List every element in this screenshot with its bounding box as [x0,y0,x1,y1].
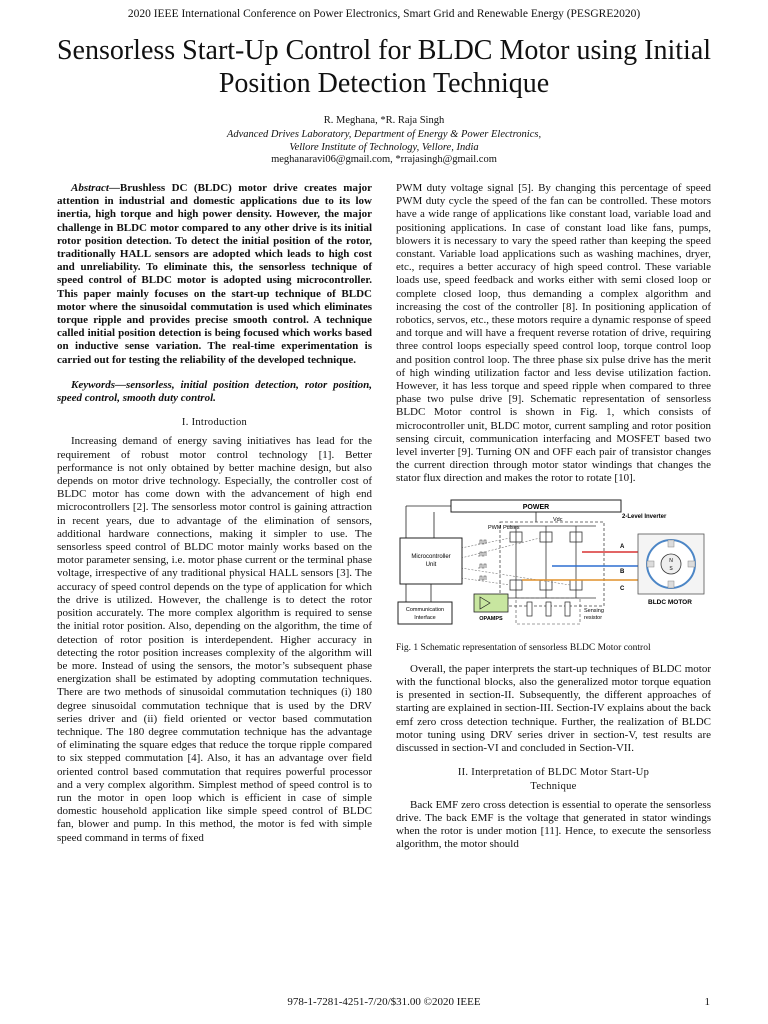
section-2-heading [396,766,711,792]
conference-header: 2020 IEEE International Conference on Power Electronics, Smart Grid and Renewable Energy (PESGRE2020) [127,8,641,20]
page-number: 1 [704,996,710,1008]
authors: R. Meghana, *R. Raja Singh [323,115,445,126]
comm-label-2: Interface [414,614,436,621]
microcontroller-box [400,538,462,584]
mcu-label-2: Unit [425,561,437,568]
paper-title: Sensorless Start-Up Control for BLDC Motor using Initial Position Detection Technique [56,35,712,99]
inverter-label-1: 2-Level Inverter [622,513,667,520]
affiliation-line-1: Advanced Drives Laboratory, Department of Energy & Power Electronics, [226,129,542,140]
abstract-text: —Brushless DC (BLDC) motor drive creates major attention in industrial and domestic applications due to its low inertia, high torque and high power density. However, the major challenge in BLDC motor compared to any other drive is its initial rotor position detection. To detect the initial position of the rotor, traditionally HALL sensors are adopted which leads to high cost and unreliability. To eliminate this, the sensorless technique of speed control of BLDC motor is adopted using microcontroller. This paper mainly focuses on the start-up technique of BLDC motor where the sinusoidal commutation is used which eliminates torque ripple and provides precise smooth control. A technique called initial position detection is being focused which works based on inductive sense variation. The real-time experimentation is carried out for testing the reliability of the developed technique. [57,182,372,366]
right-column [396,182,711,852]
section-1-heading: I. Introduction [181,417,248,429]
footer-copyright: 978-1-7281-4251-7/20/$31.00 ©2020 IEEE [287,996,481,1008]
author-emails: meghanaravi06@gmail.com, *rrajasingh@gmail.com [271,154,497,165]
opamps-label: OPAMPS [479,615,503,622]
pwm-label: PWM Pulses [488,524,520,531]
right-paragraph-2: Overall, the paper interprets the start-up techniques of BLDC motor with the functional blocks, also the generalized motor torque equation is presented in section-II. Subsequently, the different approaches of starting are explained in section-III. Section-IV explains about the back emf zero cross detection technique. Further, the realization of BLDC motor tuning using DRV series driver in section-V, test results are discussed in section-VI and concluded in Section-VII. [396,662,711,755]
power-label: POWER [522,503,550,511]
left-column [57,182,372,845]
mosfet-switches [506,526,596,598]
section-1-body: Increasing demand of energy saving initiatives has lead for the requirement of robust motor control technology [1]. Better performance is not only obtained by better machine design, but also depends on motor drive technology. Especially, the controller cost of BLDC motor has come down with the advancement of high end microcontrollers [2]. The sensorless motor control is gaining attraction in recent years, due to advantage of the elimination of sensors, additional hardware connections, making it simpler to use. The sensorless speed control of BLDC motor mainly works based on the motor parameter sensing, i.e. motor phase current or the terminal phase voltage, irrespective of any traditional physical HALL sensors [3]. The accuracy of speed control depends on the type of application for which the drive is utilized. However, the challenge is to detect the rotor position accurately. The more complex algorithm is required to sense the initial rotor position. Also, depending on the algorithm, the time of detection of rotor position is interdependent. Higher accuracy in detecting the rotor position increases complexity of the algorithm will be more. Instead of using the sensors, the motor’s subsequent phase energization shall be estimated by adopting commutation techniques. There are two methods of sinusoidal commutation techniques (i) 180 degree sinusoidal commutation technique that is used by the DRV series driver and (ii) field oriented or vector based commutation technique. The 180 degree commutation technique has the advantage of eliminating the square edges that reduce the torque ripple compared to six stepped commutation [4]. Also, it has an advantage over field oriented control based commutation that requires powerful processor and a very complex algorithm. Simplest method of speed control is to run the motor in open loop which is efficient in case of simple domestic household application like simple speed control of BLDC fan, blower and pump. In this method, the motor is fed with simple speed command in terms of fixed [57,435,372,844]
abstract [57,182,372,367]
affiliation [0,128,768,154]
comm-label-1: Communication [405,606,445,613]
figure-1-caption: Fig. 1 Schematic representation of sensorless BLDC Motor control [396,642,651,653]
gate-lines [461,538,570,585]
keywords [57,379,372,405]
phase-c-label: C [620,585,625,592]
section-2-body: Back EMF zero cross detection is essential to operate the sensorless drive. The back EMF is the voltage that generated in stator windings when the rotor is under motion [11]. Hence, to execute the sensorless algorithm, the motor should [396,798,711,851]
sensing-label-2: resistor [584,614,603,621]
right-paragraph-1: PWM duty voltage signal [5]. By changing this percentage of speed PWM duty cycle the speed of the fan can be controlled. These motors have a wide range of applications like constant load, variable load and positioning applications. In case of constant load like fans, pumps, blowers it is necessary to vary the speed rather than keeping the speed constant. Variable load applications such as washing machines, dryer, etc., requires a better accuracy of high speed control. These variable loads use, speed feedback and works either with semi closed loop or complete closed loop, thus demanding a complex algorithm and increasing the cost of the controller [8]. In positioning application of robotics, servos, etc., these motors require a dynamic response of speed and torque and will have a frequent reverse rotation of drive, requiring three control loops especially speed control loop, torque control loop and position control loop. The three phase six pulse drive has the merit of high winding utilization factor and less devise utilization faction. However, it has less torque and speed ripple when compared to three phase two pulse drive [9]. Schematic representation of sensorless BLDC Motor control is shown in Fig. 1, which consists of microcontroller unit, BLDC motor, current sampling and rotor position sensing circuit, communication interfacing and MOSFET based two level inverter [9]. Turning ON and OFF each pair of transistor changes the current direction through motor stator windings that changes the stator flux direction and makes the rotor to rotate [10]. [396,182,711,485]
vdc-label: Vdc [553,516,563,523]
section-2-heading-line-2: Technique [530,780,577,792]
phase-a-label: A [620,543,625,550]
opamps-box [474,594,508,612]
section-2-heading-line-1: II. Interpretation of BLDC Motor Start-Up [457,767,650,779]
mcu-label-1: Microcontroller [411,553,451,560]
phase-b-label: B [620,568,625,575]
keywords-text: sensorless, initial position detection, rotor position, speed control, smooth duty control. [57,378,372,405]
schematic-diagram [396,498,711,640]
abstract-lead: Abstract [71,182,109,194]
rotor-n-label: N [669,557,673,564]
pwm-waveforms [478,540,486,580]
rotor-s-label: S [669,565,673,572]
figure-1-schematic [396,498,711,640]
motor-label: BLDC MOTOR [648,598,692,606]
sensing-resistors [527,602,570,616]
sensing-label-1: Sensing [584,607,604,614]
affiliation-line-2: Vellore Institute of Technology, Vellore, India [289,142,479,153]
keywords-lead: Keywords— [71,378,126,391]
